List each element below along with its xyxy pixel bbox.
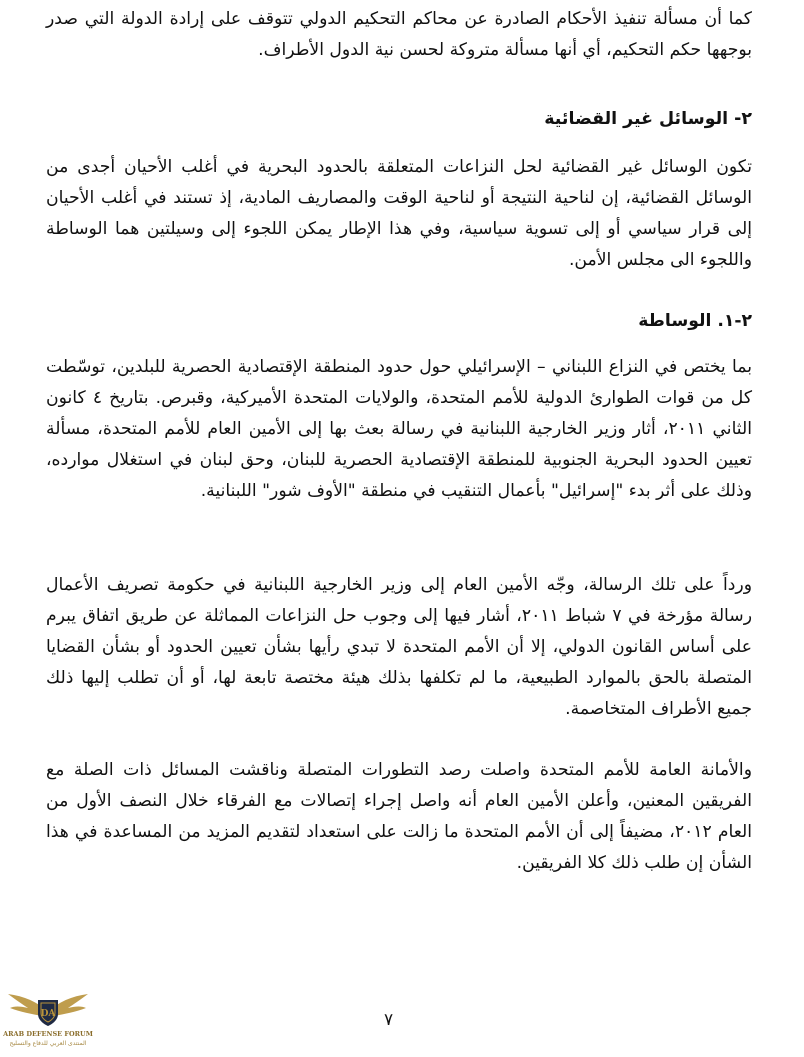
paragraph-un-secretariat-followup: والأمانة العامة للأمم المتحدة واصلت رصد التطورات المتصلة وناقشت المسائل ذات الصلة مع الفريقين المعنين، وأعلن الأمين العام أنه واصل إجراء إتصالات مع الفرقاء خلال النصف الأول من العام ٢٠١٢، مضيفاً إلى أن الأمم المتحدة ما زالت على استعداد لتقديم المزيد من المساعدة في هذا الشأن إن طلب ذلك كلا الفريقين. bbox=[46, 760, 752, 873]
paragraph-non-judicial-means: تكون الوسائل غير القضائية لحل النزاعات المتعلقة بالحدود البحرية في أغلب الأحيان أجدى من الوسائل القضائية، إن لناحية النتيجة أو لناحية الوقت والمصاريف المادية، إذ تستند في أغلب الأحيان إلى قرار سياسي أو إلى تسوية سياسية، وفي هذا الإطار يمكن اللجوء إلى وسيلتين هما الوساطة واللجوء الى مجلس الأمن. bbox=[46, 157, 752, 270]
watermark-logo bbox=[2, 982, 94, 1054]
subsection-heading-mediation: ٢-١. الوساطة bbox=[638, 311, 752, 331]
paragraph-lebanese-israeli-dispute: بما يختص في النزاع اللبناني – الإسرائيلي حول حدود المنطقة الإقتصادية الحصرية للبلدين، توسّطت كل من قوات الطوارئ الدولية للأمم المتحدة، والولايات المتحدة الأميركية، وقبرص. بتاريخ ٤ كانون الثاني ٢٠١١، أثار وزير الخارجية اللبنانية في رسالة بعث بها إلى الأمين العام للأمم المتحدة، مسألة تعيين الحدود البحرية الجنوبية للمنطقة الإقتصادية الحصرية للبنان، وحق لبنان في استغلال موارده، وذلك على أثر بدء "إسرائيل" بأعمال التنقيب في منطقة "الأوف شور" اللبنانية. bbox=[46, 357, 753, 501]
watermark-name: ARAB DEFENSE FORUM bbox=[3, 1030, 93, 1038]
page-number: ٧ bbox=[384, 1010, 394, 1030]
watermark-initials: DA bbox=[40, 1009, 56, 1019]
paragraph-arbitration-enforcement: كما أن مسألة تنفيذ الأحكام الصادرة عن محاكم التحكيم الدولي تتوقف على إرادة الدولة التي صدر بوجهها حكم التحكيم، أي أنها مسألة متروكة لحسن نية الدول الأطراف. bbox=[46, 9, 752, 60]
watermark-subtitle: المنتدى العربي للدفاع والتسليح bbox=[9, 1040, 87, 1047]
eagle-emblem-icon bbox=[2, 982, 94, 1032]
paragraph-secretary-general-reply: ورداً على تلك الرسالة، وجّه الأمين العام إلى وزير الخارجية اللبنانية في حكومة تصريف الأعمال رسالة مؤرخة في ٧ شباط ٢٠١١، أشار فيها إلى وجوب حل النزاعات المماثلة عن طريق اتفاق يبرم على أساس القانون الدولي، إلا أن الأمم المتحدة لا تبدي رأيها بشأن تعيين الحدود أو بشأن القضايا المتصلة بالحق بالموارد الطبيعية، ما لم تكلفها بذلك هيئة مختصة تابعة لها، أو أن تطلب إليها ذلك جميع الأطراف المتخاصمة. bbox=[46, 575, 752, 719]
section-heading-non-judicial-means: ٢- الوسائل غير القضائية bbox=[544, 109, 752, 129]
